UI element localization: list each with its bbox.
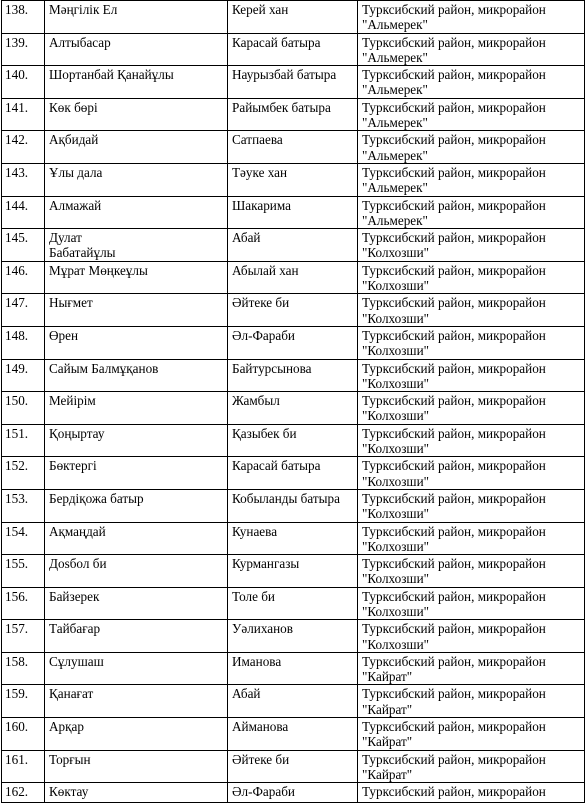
new-name-cell: Арқар [45, 718, 228, 751]
row-number-cell: 142. [2, 131, 45, 164]
row-number-cell: 148. [2, 326, 45, 359]
location-cell: Турксибский район, микрорайон "Альмерек" [358, 131, 585, 164]
new-name-cell: Торғын [45, 750, 228, 783]
new-name-cell: Мұрат Мөңкеұлы [45, 261, 228, 294]
row-number-cell: 151. [2, 424, 45, 457]
row-number-cell: 149. [2, 359, 45, 392]
new-name-cell: Ақмаңдай [45, 522, 228, 555]
location-cell: Турксибский район, микрорайон "Колхозши" [358, 457, 585, 490]
location-cell: Турксибский район, микрорайон "Колхозши" [358, 620, 585, 653]
new-name-cell: Ұлы дала [45, 163, 228, 196]
table-row [2, 587, 585, 620]
new-name-cell: Ақбидай [45, 131, 228, 164]
row-number-cell: 141. [2, 98, 45, 131]
location-cell: Турксибский район, микрорайон "Колхозши" [358, 522, 585, 555]
table-row [2, 555, 585, 588]
new-name-cell: Қанағат [45, 685, 228, 718]
new-name-cell: Сайым Балмұқанов [45, 359, 228, 392]
row-number-cell: 147. [2, 294, 45, 327]
former-name-cell: Байтурсынова [228, 359, 358, 392]
location-cell: Турксибский район, микрорайон [358, 783, 585, 803]
table-row [2, 457, 585, 490]
row-number-cell: 155. [2, 555, 45, 588]
table-row [2, 652, 585, 685]
new-name-cell: Мейірім [45, 392, 228, 425]
former-name-cell: Абылай хан [228, 261, 358, 294]
row-number-cell: 160. [2, 718, 45, 751]
row-number-cell: 159. [2, 685, 45, 718]
location-cell: Турксибский район, микрорайон "Альмерек" [358, 98, 585, 131]
former-name-cell: Абай [228, 229, 358, 262]
location-cell: Турксибский район, микрорайон "Колхозши" [358, 261, 585, 294]
table-row [2, 163, 585, 196]
table-body [2, 1, 585, 803]
former-name-cell: Карасай батыра [228, 33, 358, 66]
location-cell: Турксибский район, микрорайон "Альмерек" [358, 1, 585, 34]
former-name-cell: Әл-Фараби [228, 326, 358, 359]
location-cell: Турксибский район, микрорайон "Кайрат" [358, 685, 585, 718]
row-number-cell: 157. [2, 620, 45, 653]
former-name-cell: Керей хан [228, 1, 358, 34]
former-name-cell: Әйтеке би [228, 750, 358, 783]
row-number-cell: 154. [2, 522, 45, 555]
new-name-cell: Нығмет [45, 294, 228, 327]
new-name-cell: Сұлушаш [45, 652, 228, 685]
former-name-cell: Курмангазы [228, 555, 358, 588]
row-number-cell: 138. [2, 1, 45, 34]
row-number-cell: 158. [2, 652, 45, 685]
former-name-cell: Айманова [228, 718, 358, 751]
row-number-cell: 153. [2, 489, 45, 522]
location-cell: Турксибский район, микрорайон "Колхозши" [358, 555, 585, 588]
location-cell: Турксибский район, микрорайон "Колхозши" [358, 392, 585, 425]
location-cell: Турксибский район, микрорайон "Альмерек" [358, 196, 585, 229]
former-name-cell: Иманова [228, 652, 358, 685]
former-name-cell: Кобыланды батыра [228, 489, 358, 522]
row-number-cell: 150. [2, 392, 45, 425]
location-cell: Турксибский район, микрорайон "Колхозши" [358, 229, 585, 262]
new-name-cell: Дулат Бабатайұлы [45, 229, 228, 262]
row-number-cell: 144. [2, 196, 45, 229]
former-name-cell: Шакарима [228, 196, 358, 229]
table-row [2, 685, 585, 718]
new-name-cell: Қоңыртау [45, 424, 228, 457]
former-name-cell: Тәуке хан [228, 163, 358, 196]
new-name-cell: Көк бөрі [45, 98, 228, 131]
new-name-cell: Бөктергі [45, 457, 228, 490]
former-name-cell: Қазыбек би [228, 424, 358, 457]
new-name-cell: Өрен [45, 326, 228, 359]
former-name-cell: Наурызбай батыра [228, 66, 358, 99]
table-row [2, 98, 585, 131]
table-row [2, 326, 585, 359]
table-row [2, 131, 585, 164]
table-row [2, 392, 585, 425]
table-row [2, 33, 585, 66]
location-cell: Турксибский район, микрорайон "Кайрат" [358, 750, 585, 783]
location-cell: Турксибский район, микрорайон "Колхозши" [358, 587, 585, 620]
new-name-cell: Тайбағар [45, 620, 228, 653]
location-cell: Турксибский район, микрорайон "Альмерек" [358, 66, 585, 99]
row-number-cell: 146. [2, 261, 45, 294]
table-row [2, 1, 585, 34]
table-row [2, 294, 585, 327]
former-name-cell: Уәлиханов [228, 620, 358, 653]
row-number-cell: 145. [2, 229, 45, 262]
new-name-cell: Алмажай [45, 196, 228, 229]
table-row [2, 229, 585, 262]
former-name-cell: Жамбыл [228, 392, 358, 425]
table-row [2, 522, 585, 555]
document-page [1, 0, 584, 803]
new-name-cell: Мәңгілік Ел [45, 1, 228, 34]
location-cell: Турксибский район, микрорайон "Кайрат" [358, 718, 585, 751]
location-cell: Турксибский район, микрорайон "Колхозши" [358, 326, 585, 359]
location-cell: Турксибский район, микрорайон "Колхозши" [358, 294, 585, 327]
location-cell: Турксибский район, микрорайон "Альмерек" [358, 163, 585, 196]
row-number-cell: 152. [2, 457, 45, 490]
new-name-cell: Дosбол би [45, 555, 228, 588]
table-row [2, 718, 585, 751]
former-name-cell: Толе би [228, 587, 358, 620]
row-number-cell: 140. [2, 66, 45, 99]
location-cell: Турксибский район, микрорайон "Колхозши" [358, 489, 585, 522]
former-name-cell: Кунаева [228, 522, 358, 555]
former-name-cell: Сатпаева [228, 131, 358, 164]
table-row [2, 261, 585, 294]
new-name-cell: Шортанбай Қанайұлы [45, 66, 228, 99]
row-number-cell: 162. [2, 783, 45, 803]
table-row [2, 489, 585, 522]
new-name-cell: Көктау [45, 783, 228, 803]
new-name-cell: Байзерек [45, 587, 228, 620]
table-row [2, 620, 585, 653]
table-row [2, 196, 585, 229]
row-number-cell: 156. [2, 587, 45, 620]
row-number-cell: 139. [2, 33, 45, 66]
location-cell: Турксибский район, микрорайон "Колхозши" [358, 359, 585, 392]
table-row [2, 424, 585, 457]
new-name-cell: Алтыбасар [45, 33, 228, 66]
street-renaming-table [1, 0, 585, 803]
location-cell: Турксибский район, микрорайон "Альмерек" [358, 33, 585, 66]
new-name-cell: Бердіқожа батыр [45, 489, 228, 522]
row-number-cell: 143. [2, 163, 45, 196]
former-name-cell: Абай [228, 685, 358, 718]
former-name-cell: Әл-Фараби [228, 783, 358, 803]
former-name-cell: Карасай батыра [228, 457, 358, 490]
former-name-cell: Әйтеке би [228, 294, 358, 327]
table-row [2, 359, 585, 392]
former-name-cell: Райымбек батыра [228, 98, 358, 131]
table-row [2, 750, 585, 783]
row-number-cell: 161. [2, 750, 45, 783]
location-cell: Турксибский район, микрорайон "Кайрат" [358, 652, 585, 685]
table-row [2, 66, 585, 99]
location-cell: Турксибский район, микрорайон "Колхозши" [358, 424, 585, 457]
